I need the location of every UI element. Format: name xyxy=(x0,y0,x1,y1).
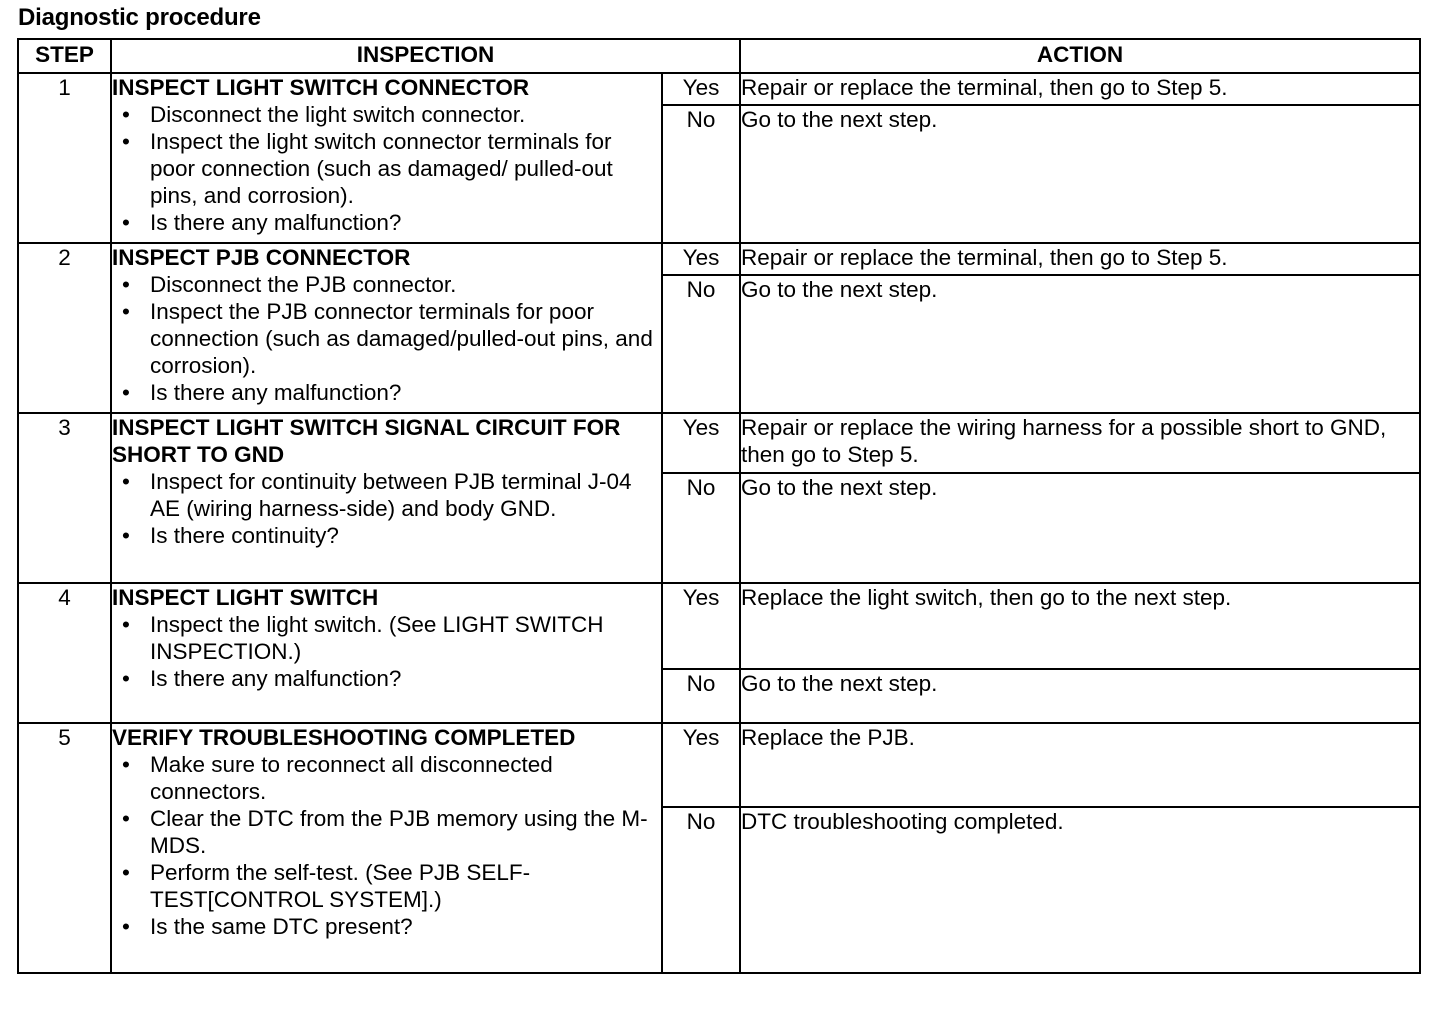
no-label: No xyxy=(662,669,740,723)
list-item: • Make sure to reconnect all disconnected connectors. xyxy=(112,751,661,805)
yes-action: Replace the light switch, then go to the next step. xyxy=(740,583,1420,669)
list-item: • Inspect the PJB connector terminals for poor connection (such as damaged/pulled-out pins, and corrosion). xyxy=(112,298,661,379)
yes-action: Replace the PJB. xyxy=(740,723,1420,807)
inspection-title: INSPECT LIGHT SWITCH SIGNAL CIRCUIT FOR SHORT TO GND xyxy=(112,415,621,467)
list-item: • Clear the DTC from the PJB memory using the M-MDS. xyxy=(112,805,661,859)
step-number: 2 xyxy=(18,243,111,413)
yes-label: Yes xyxy=(662,413,740,473)
no-action: Go to the next step. xyxy=(740,669,1420,723)
no-action: Go to the next step. xyxy=(740,275,1420,413)
diagnostic-procedure-table xyxy=(17,38,1421,974)
page-title: Diagnostic procedure xyxy=(18,4,261,31)
inspection-list xyxy=(112,611,661,692)
list-item: • Is there continuity? xyxy=(112,522,661,549)
table-header-row xyxy=(18,39,1420,73)
list-item: • Is there any malfunction? xyxy=(112,209,661,236)
inspection-list xyxy=(112,468,661,549)
inspection-title: INSPECT PJB CONNECTOR xyxy=(112,245,411,270)
inspection-title: INSPECT LIGHT SWITCH CONNECTOR xyxy=(112,75,530,100)
table-row xyxy=(18,73,1420,105)
inspection-header: INSPECTION xyxy=(111,39,740,73)
step-number: 3 xyxy=(18,413,111,583)
inspection-list xyxy=(112,271,661,406)
yes-label: Yes xyxy=(662,583,740,669)
action-header: ACTION xyxy=(740,39,1420,73)
yes-action: Repair or replace the wiring harness for a possible short to GND, then go to Step 5. xyxy=(740,413,1420,473)
list-item: • Inspect the light switch connector terminals for poor connection (such as damaged/ pulled-out pins, and corrosion). xyxy=(112,128,661,209)
inspection-cell xyxy=(111,583,662,723)
inspection-cell xyxy=(111,723,662,973)
list-item: • Disconnect the PJB connector. xyxy=(112,271,661,298)
inspection-list xyxy=(112,101,661,236)
no-label: No xyxy=(662,473,740,583)
step-number: 1 xyxy=(18,73,111,243)
no-action: Go to the next step. xyxy=(740,473,1420,583)
table-row xyxy=(18,413,1420,473)
no-label: No xyxy=(662,275,740,413)
table-row xyxy=(18,723,1420,807)
list-item: • Disconnect the light switch connector. xyxy=(112,101,661,128)
yes-action: Repair or replace the terminal, then go to Step 5. xyxy=(740,73,1420,105)
no-action: Go to the next step. xyxy=(740,105,1420,243)
inspection-title: INSPECT LIGHT SWITCH xyxy=(112,585,379,610)
inspection-cell xyxy=(111,73,662,243)
yes-label: Yes xyxy=(662,73,740,105)
list-item: • Is there any malfunction? xyxy=(112,665,661,692)
inspection-cell xyxy=(111,413,662,583)
inspection-list xyxy=(112,751,661,940)
inspection-title: VERIFY TROUBLESHOOTING COMPLETED xyxy=(112,725,576,750)
list-item: • Inspect for continuity between PJB terminal J-04 AE (wiring harness-side) and body GND. xyxy=(112,468,661,522)
no-label: No xyxy=(662,105,740,243)
yes-label: Yes xyxy=(662,243,740,275)
step-number: 5 xyxy=(18,723,111,973)
list-item: • Is the same DTC present? xyxy=(112,913,661,940)
list-item: • Inspect the light switch. (See LIGHT SWITCH INSPECTION.) xyxy=(112,611,661,665)
yes-label: Yes xyxy=(662,723,740,807)
step-header: STEP xyxy=(18,39,111,73)
no-label: No xyxy=(662,807,740,973)
step-number: 4 xyxy=(18,583,111,723)
table-row xyxy=(18,583,1420,669)
table-row xyxy=(18,243,1420,275)
list-item: • Perform the self-test. (See PJB SELF-TEST[CONTROL SYSTEM].) xyxy=(112,859,661,913)
no-action: DTC troubleshooting completed. xyxy=(740,807,1420,973)
inspection-cell xyxy=(111,243,662,413)
yes-action: Repair or replace the terminal, then go to Step 5. xyxy=(740,243,1420,275)
list-item: • Is there any malfunction? xyxy=(112,379,661,406)
